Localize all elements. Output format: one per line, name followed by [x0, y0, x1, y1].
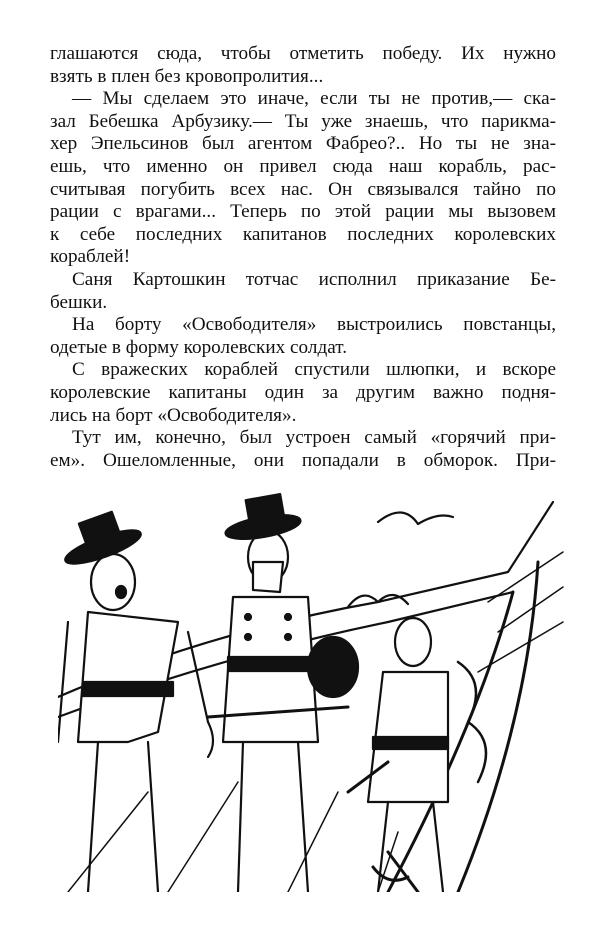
text-line: ем». Ошеломленные, они попадали в обморок. При-: [50, 449, 556, 471]
text-line: зал Бебешка Арбузику.— Ты уже знаешь, что парикма-: [50, 110, 556, 132]
ship-deck-captains-illustration: [58, 492, 568, 892]
text-line: С вражеских кораблей спустили шлюпки, и вскоре: [72, 359, 556, 381]
text-line: рации с врагами... Теперь по этой рации мы вызовем: [50, 201, 556, 223]
text-line: На борту «Освободителя» выстроились повстанцы,: [72, 314, 556, 336]
text-line: взять в плен без кровопролития...: [50, 65, 324, 87]
text-line: считывая погубить всех нас. Он связывался тайно по: [50, 178, 556, 200]
text-line: Тут им, конечно, был устроен самый «горячий при-: [72, 427, 556, 449]
text-line: — Мы сделаем это иначе, если ты не против,— ска-: [72, 88, 556, 110]
page-text: [50, 43, 556, 472]
text-line: королевские капитаны один за другим важно подня-: [50, 381, 556, 403]
text-line: бешки.: [50, 291, 108, 313]
text-line: хер Эпельсинов был агентом Фабрео?.. Но ты не зна-: [50, 133, 556, 155]
text-line: глашаются сюда, чтобы отметить победу. Их нужно: [50, 43, 556, 64]
text-line: Саня Картошкин тотчас исполнил приказание Бе-: [72, 268, 556, 290]
text-line: кораблей!: [50, 246, 131, 268]
text-line: к себе последних капитанов последних королевских: [50, 223, 556, 245]
text-line: лись на борт «Освободителя».: [50, 404, 297, 426]
text-line: одетые в форму королевских солдат.: [50, 336, 347, 358]
text-line: ешь, что именно он привел сюда наш корабль, рас-: [50, 155, 556, 177]
